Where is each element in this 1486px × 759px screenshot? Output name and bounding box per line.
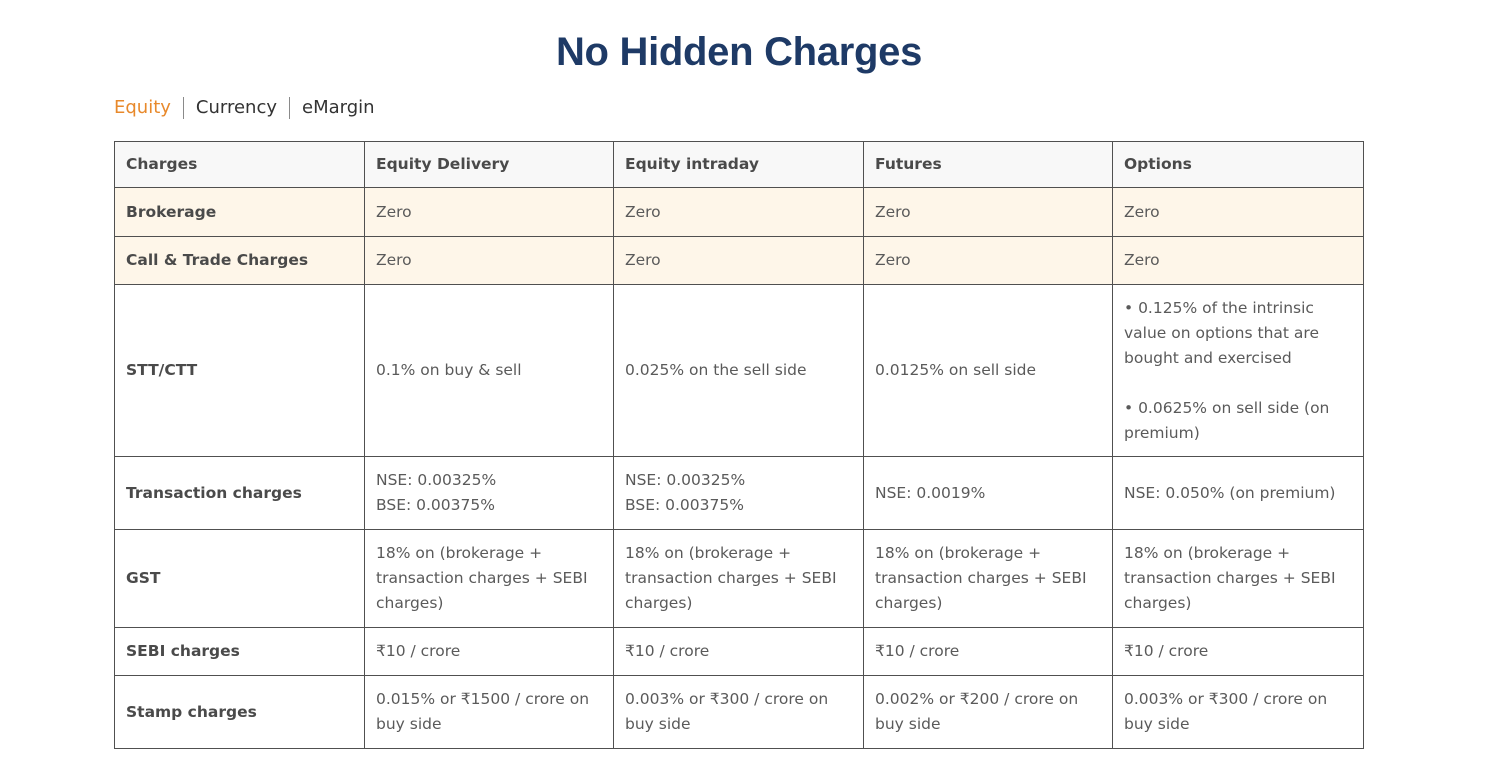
tab-divider — [289, 97, 290, 119]
header-futures: Futures — [864, 142, 1113, 188]
table-cell: 0.1% on buy & sell — [365, 285, 614, 457]
table-cell: ₹10 / crore — [614, 628, 864, 676]
table-cell: 18% on (brokerage + transaction charges + SEBI charges) — [365, 530, 614, 628]
table-row-call-trade — [115, 237, 1364, 285]
table-cell: Zero — [614, 188, 864, 237]
header-options: Options — [1113, 142, 1364, 188]
table-cell: Zero — [614, 237, 864, 285]
table-cell: Zero — [365, 188, 614, 237]
tab-currency[interactable]: Currency — [195, 97, 278, 118]
table-cell: 18% on (brokerage + transaction charges + SEBI charges) — [864, 530, 1113, 628]
table-row-transaction — [115, 457, 1364, 530]
row-label: Transaction charges — [115, 457, 365, 530]
row-label: Stamp charges — [115, 676, 365, 749]
table-row-gst — [115, 530, 1364, 628]
table-header-row — [115, 142, 1364, 188]
table-cell: 18% on (brokerage + transaction charges + SEBI charges) — [1113, 530, 1364, 628]
table-cell: 0.003% or ₹300 / crore on buy side — [614, 676, 864, 749]
table-row-stamp — [115, 676, 1364, 749]
table-cell: 0.025% on the sell side — [614, 285, 864, 457]
table-cell: ₹10 / crore — [1113, 628, 1364, 676]
table-cell: 0.002% or ₹200 / crore on buy side — [864, 676, 1113, 749]
table-cell: • 0.125% of the intrinsic value on options that are bought and exercised • 0.0625% on sell side (on premium) — [1113, 285, 1364, 457]
table-row-sebi — [115, 628, 1364, 676]
table-cell: 0.0125% on sell side — [864, 285, 1113, 457]
table-row-stt-ctt — [115, 285, 1364, 457]
row-label: Brokerage — [115, 188, 365, 237]
tab-emargin[interactable]: eMargin — [302, 97, 375, 118]
row-label: SEBI charges — [115, 628, 365, 676]
table-cell: Zero — [1113, 188, 1364, 237]
table-cell: NSE: 0.00325% BSE: 0.00375% — [614, 457, 864, 530]
table-cell: Zero — [864, 237, 1113, 285]
product-tabs — [114, 96, 375, 120]
tab-divider — [183, 97, 184, 119]
table-cell: NSE: 0.050% (on premium) — [1113, 457, 1364, 530]
table-cell: ₹10 / crore — [365, 628, 614, 676]
table-cell: ₹10 / crore — [864, 628, 1113, 676]
header-charges: Charges — [115, 142, 365, 188]
charges-table — [114, 141, 1364, 749]
table-cell: 0.003% or ₹300 / crore on buy side — [1113, 676, 1364, 749]
table-cell: NSE: 0.00325% BSE: 0.00375% — [365, 457, 614, 530]
table-row-brokerage — [115, 188, 1364, 237]
table-cell: Zero — [1113, 237, 1364, 285]
header-equity-intraday: Equity intraday — [614, 142, 864, 188]
table-cell: NSE: 0.0019% — [864, 457, 1113, 530]
table-cell: Zero — [864, 188, 1113, 237]
row-label: GST — [115, 530, 365, 628]
table-cell: 18% on (brokerage + transaction charges + SEBI charges) — [614, 530, 864, 628]
table-cell: 0.015% or ₹1500 / crore on buy side — [365, 676, 614, 749]
row-label: Call & Trade Charges — [115, 237, 365, 285]
page-title: No Hidden Charges — [555, 30, 923, 74]
table-cell: Zero — [365, 237, 614, 285]
row-label: STT/CTT — [115, 285, 365, 457]
tab-equity[interactable]: Equity — [114, 97, 171, 118]
header-equity-delivery: Equity Delivery — [365, 142, 614, 188]
